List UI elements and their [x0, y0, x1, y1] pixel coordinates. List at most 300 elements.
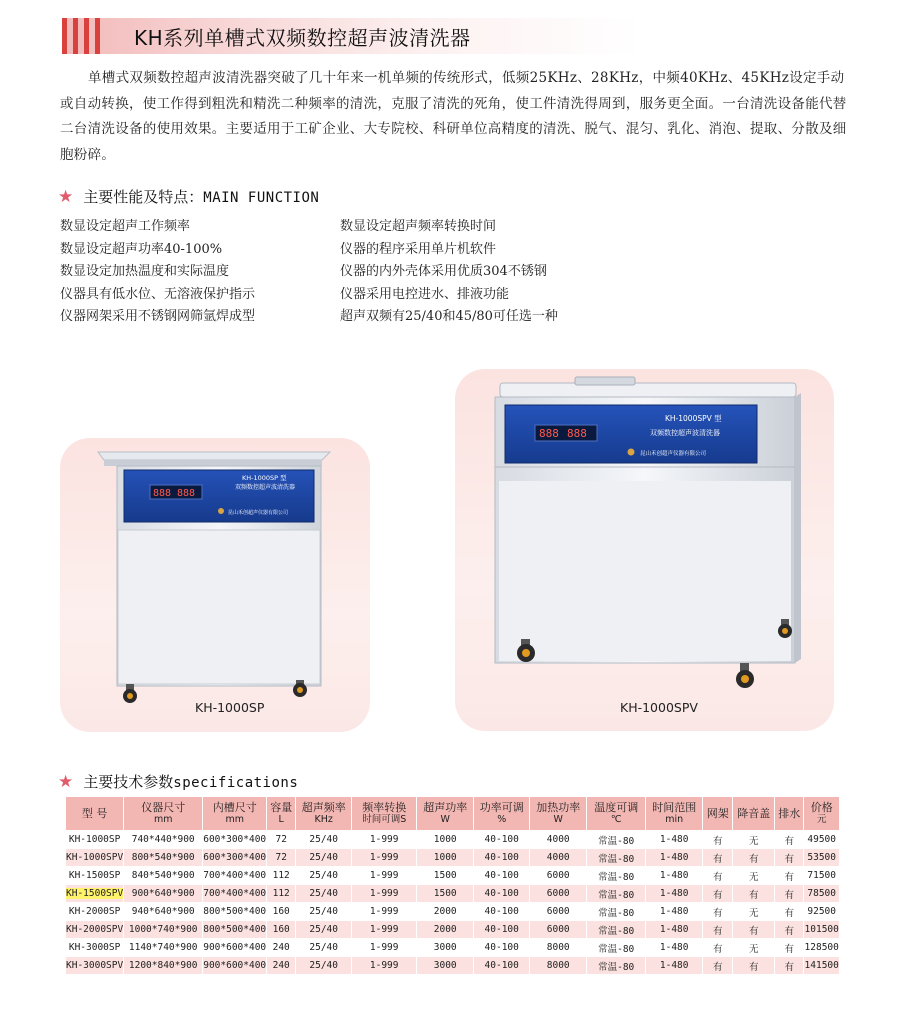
- table-header-cell: [646, 797, 703, 831]
- cell-value: 无: [748, 871, 759, 883]
- table-cell: [296, 831, 352, 849]
- table-cell: [804, 939, 840, 957]
- cell-value: 25/40: [309, 834, 338, 845]
- table-cell: [203, 957, 267, 975]
- page-title: KH系列单槽式双频数控超声波清洗器: [134, 26, 471, 50]
- table-cell: [124, 885, 203, 903]
- cell-value: 有: [712, 853, 723, 865]
- cell-value: 49500: [807, 834, 836, 845]
- product-card-right: [455, 369, 834, 731]
- header-unit: W: [553, 813, 563, 825]
- table-cell: [733, 831, 775, 849]
- table-header-row: [66, 797, 840, 831]
- cell-value: 2000: [433, 906, 457, 917]
- header-label: 容量: [270, 800, 293, 814]
- cell-value: 1000: [433, 852, 457, 863]
- cell-value: 4000: [546, 852, 570, 863]
- table-cell: [474, 849, 530, 867]
- table-cell: [66, 921, 124, 939]
- title-stripe: [73, 18, 78, 54]
- specs-table: [65, 796, 840, 975]
- table-cell: [587, 831, 646, 849]
- table-cell: [296, 921, 352, 939]
- cell-value: 940*640*900: [131, 906, 195, 917]
- table-cell: [352, 921, 417, 939]
- cell-value: 25/40: [309, 906, 338, 917]
- cell-value: KH-1000SPV: [66, 852, 124, 863]
- cell-value: 25/40: [309, 942, 338, 953]
- table-header-cell: [530, 797, 587, 831]
- table-cell: [203, 903, 267, 921]
- cell-value: 101500: [804, 924, 839, 935]
- table-cell: [646, 867, 703, 885]
- cell-value: 800*500*400: [203, 906, 267, 917]
- table-cell: [267, 903, 296, 921]
- title-stripe: [95, 18, 100, 54]
- feature-item: 超声双频有25/40和45/80可任选一种: [340, 309, 558, 325]
- table-cell: [352, 867, 417, 885]
- cell-value: 无: [748, 943, 759, 955]
- title-stripe: [84, 18, 89, 54]
- header-label: 仪器尺寸: [141, 800, 186, 814]
- table-cell: [703, 885, 733, 903]
- model-label-left: KH-1000SP: [195, 700, 265, 715]
- header-label: 温度可调: [594, 800, 639, 814]
- cell-value: 40-100: [484, 888, 519, 899]
- cell-value: 有: [784, 889, 794, 901]
- cell-value: 6000: [546, 888, 570, 899]
- cell-value: 1-999: [369, 852, 399, 863]
- model-label-right: KH-1000SPV: [620, 700, 698, 715]
- cell-value: 有: [712, 889, 723, 901]
- cell-value: 72: [275, 834, 287, 845]
- table-cell: [733, 939, 775, 957]
- feature-item: 仪器的内外壳体采用优质304不锈钢: [340, 264, 547, 280]
- cell-value: 40-100: [484, 942, 519, 953]
- table-cell: [474, 903, 530, 921]
- panel-model: KH-1000SPV 型: [665, 414, 722, 423]
- table-cell: [296, 939, 352, 957]
- cell-value: 600*300*400: [203, 852, 267, 863]
- table-cell: [530, 831, 587, 849]
- table-row: [66, 903, 840, 921]
- cell-value: 900*600*400: [203, 960, 267, 971]
- cell-value: 1-480: [659, 924, 689, 935]
- table-cell: [733, 867, 775, 885]
- table-header-cell: [587, 797, 646, 831]
- table-cell: [417, 957, 474, 975]
- feature-item: 数显设定加热温度和实际温度: [60, 264, 230, 280]
- cell-value: 无: [748, 907, 759, 919]
- table-cell: [775, 921, 804, 939]
- table-cell: [646, 939, 703, 957]
- specs-heading: [58, 771, 298, 792]
- table-cell: [804, 831, 840, 849]
- cell-value: 有: [784, 961, 794, 973]
- header-label: 时间范围: [652, 800, 697, 814]
- cell-value: 6000: [546, 906, 570, 917]
- table-cell: [703, 831, 733, 849]
- cell-value: 800*540*900: [131, 852, 195, 863]
- cell-value: 1-480: [659, 834, 689, 845]
- table-cell: [530, 921, 587, 939]
- cell-value: 1200*840*900: [128, 960, 198, 971]
- cell-value: 1140*740*900: [128, 942, 198, 953]
- table-row: [66, 957, 840, 975]
- cell-value: 160: [272, 924, 290, 935]
- cell-value: 1-480: [659, 870, 689, 881]
- table-row: [66, 921, 840, 939]
- cell-value: 700*400*400: [203, 870, 267, 881]
- table-row: [66, 849, 840, 867]
- cell-value: 40-100: [484, 852, 519, 863]
- cell-value: KH-3000SP: [68, 942, 121, 953]
- cell-value: 常温-80: [598, 925, 635, 937]
- cell-value: 160: [272, 906, 290, 917]
- product-card-left: [60, 438, 370, 732]
- table-cell: [775, 957, 804, 975]
- table-cell: [646, 831, 703, 849]
- cell-value: KH-2000SP: [68, 906, 121, 917]
- table-cell: [124, 903, 203, 921]
- features-title-cn: 主要性能及特点：: [83, 188, 204, 206]
- table-row: [66, 885, 840, 903]
- cell-value: 常温-80: [598, 943, 635, 955]
- cell-value: 2000: [433, 924, 457, 935]
- cell-value: 6000: [546, 870, 570, 881]
- panel-maker: 昆山禾创超声仪器有限公司: [640, 451, 707, 457]
- cell-value: 常温-80: [598, 889, 635, 901]
- cell-value: 700*400*400: [203, 888, 267, 899]
- cell-value: 600*300*400: [203, 834, 267, 845]
- panel-model: KH-1000SP 型: [242, 474, 287, 482]
- cell-value: 有: [748, 925, 759, 937]
- table-cell: [530, 849, 587, 867]
- table-cell: [804, 921, 840, 939]
- cell-value: 40-100: [484, 870, 519, 881]
- header-label: 加热功率: [536, 800, 581, 814]
- cell-value: 112: [272, 870, 290, 881]
- cell-value: 1-999: [369, 906, 399, 917]
- table-cell: [352, 957, 417, 975]
- table-cell: [804, 903, 840, 921]
- cell-value: 1-999: [369, 834, 399, 845]
- cell-value: 有: [712, 871, 723, 883]
- table-cell: [646, 921, 703, 939]
- table-header-cell: [474, 797, 530, 831]
- led-display: 888: [177, 488, 196, 499]
- specs-title-cn: 主要技术参数: [83, 773, 174, 791]
- table-cell: [124, 921, 203, 939]
- table-cell: [203, 921, 267, 939]
- table-cell: [587, 903, 646, 921]
- panel-maker: 昆山禾创超声仪器有限公司: [228, 510, 289, 516]
- table-cell: [474, 831, 530, 849]
- cell-value: 1500: [433, 870, 457, 881]
- table-header-cell: [203, 797, 267, 831]
- header-label: 内槽尺寸: [212, 800, 257, 814]
- cell-value: 25/40: [309, 960, 338, 971]
- product-image-kh-1000spv: [455, 369, 834, 731]
- cell-value: 有: [784, 871, 794, 883]
- cell-value: 240: [272, 960, 290, 971]
- table-cell: [417, 885, 474, 903]
- table-cell: [587, 939, 646, 957]
- features-list-right: [340, 216, 558, 329]
- table-cell: [66, 867, 124, 885]
- cell-value: 40-100: [484, 906, 519, 917]
- cell-value: 常温-80: [598, 907, 635, 919]
- header-unit: W: [440, 813, 450, 825]
- header-label: 超声功率: [423, 800, 468, 814]
- feature-item: 数显设定超声功率40-100%: [60, 241, 223, 257]
- table-cell: [66, 957, 124, 975]
- star-icon: ★: [58, 187, 74, 207]
- cell-value: 53500: [807, 852, 836, 863]
- table-cell: [267, 921, 296, 939]
- table-cell: [296, 885, 352, 903]
- header-unit: min: [665, 813, 684, 825]
- table-header-cell: [703, 797, 733, 831]
- table-cell: [66, 849, 124, 867]
- table-header-cell: [733, 797, 775, 831]
- cell-value: 3000: [433, 960, 457, 971]
- panel-name: 双频数控超声波清洗器: [650, 429, 720, 437]
- table-cell: [66, 831, 124, 849]
- cell-value: 1-999: [369, 888, 399, 899]
- cell-value: 1000: [433, 834, 457, 845]
- table-cell: [775, 903, 804, 921]
- cell-value: 无: [748, 835, 759, 847]
- header-label: 型 号: [81, 806, 108, 820]
- table-header-cell: [417, 797, 474, 831]
- intro-paragraph: 单槽式双频数控超声波清洗器突破了几十年来一机单频的传统形式，低频25KHz、28KHz，中频40KHz、45KHz设定手动或自动转换，使工作得到粗洗和精洗二种频率的清洗，克服了清洗的死角，使工件清洗得周到，服务更全面。一台清洗设备能代替二台清洗设备的使用效果。主要适用于工矿企业、大专院校、科研单位高精度的清洗、脱气、混匀、乳化、消泡、提取、分散及细胞粉碎。: [60, 70, 847, 163]
- panel-name: 双频数控超声波清洗器: [235, 484, 296, 491]
- cell-value: 有: [712, 835, 723, 847]
- cell-value: 有: [784, 925, 794, 937]
- table-cell: [124, 957, 203, 975]
- table-cell: [775, 867, 804, 885]
- cell-value: 40-100: [484, 960, 519, 971]
- cell-value: 1500: [433, 888, 457, 899]
- cell-value: 900*600*400: [203, 942, 267, 953]
- cell-value: 1-480: [659, 942, 689, 953]
- header-label: 网架: [706, 806, 729, 820]
- specs-title-en: specifications: [173, 775, 299, 791]
- cell-value: 25/40: [309, 924, 338, 935]
- cell-value: 240: [272, 942, 290, 953]
- table-cell: [530, 885, 587, 903]
- features-title-en: MAIN FUNCTION: [203, 190, 320, 206]
- table-cell: [804, 849, 840, 867]
- cell-value: 25/40: [309, 888, 338, 899]
- feature-item: 数显设定超声工作频率: [60, 219, 191, 234]
- product-image-kh-1000sp: [60, 438, 370, 732]
- table-cell: [203, 885, 267, 903]
- table-header-cell: [804, 797, 840, 831]
- header-label: 功率可调: [479, 800, 524, 814]
- header-unit: ℃: [610, 813, 622, 825]
- table-cell: [733, 921, 775, 939]
- cell-value: 3000: [433, 942, 457, 953]
- table-cell: [417, 921, 474, 939]
- table-cell: [474, 867, 530, 885]
- table-cell: [474, 885, 530, 903]
- table-cell: [66, 885, 124, 903]
- table-row: [66, 939, 840, 957]
- cell-value: 112: [272, 888, 290, 899]
- cell-value: 900*640*900: [131, 888, 195, 899]
- header-label: 降音盖: [737, 806, 771, 820]
- cell-value: 1-999: [369, 870, 399, 881]
- cell-value: 常温-80: [598, 835, 635, 847]
- table-cell: [203, 831, 267, 849]
- table-header-cell: [296, 797, 352, 831]
- cell-value: 6000: [546, 924, 570, 935]
- cell-value: 常温-80: [598, 853, 635, 865]
- table-cell: [267, 831, 296, 849]
- table-row: [66, 831, 840, 849]
- table-row: [66, 867, 840, 885]
- table-cell: [646, 957, 703, 975]
- cell-value: 40-100: [484, 834, 519, 845]
- table-cell: [646, 903, 703, 921]
- cell-value: 有: [712, 943, 723, 955]
- table-cell: [66, 903, 124, 921]
- table-cell: [733, 957, 775, 975]
- table-cell: [646, 849, 703, 867]
- table-cell: [733, 885, 775, 903]
- table-cell: [530, 867, 587, 885]
- table-cell: [703, 849, 733, 867]
- table-cell: [733, 903, 775, 921]
- header-unit: KHz: [314, 813, 333, 825]
- table-cell: [703, 903, 733, 921]
- table-cell: [804, 885, 840, 903]
- cell-value: 40-100: [484, 924, 519, 935]
- cell-value: 有: [784, 907, 794, 919]
- cell-value: 8000: [546, 960, 570, 971]
- feature-item: 数显设定超声频率转换时间: [340, 219, 497, 234]
- cell-value: KH-3000SPV: [66, 960, 124, 971]
- header-unit: 元: [816, 813, 827, 825]
- cell-value: KH-1500SPV: [66, 888, 124, 899]
- star-icon: ★: [58, 772, 74, 792]
- table-cell: [203, 849, 267, 867]
- feature-item: 仪器网架采用不锈钢网筛氩焊成型: [60, 309, 256, 325]
- cell-value: 常温-80: [598, 961, 635, 973]
- cell-value: 1-480: [659, 960, 689, 971]
- table-cell: [352, 885, 417, 903]
- table-cell: [775, 885, 804, 903]
- cell-value: 128500: [804, 942, 839, 953]
- feature-item: 仪器具有低水位、无溶液保护指示: [60, 286, 256, 302]
- cell-value: KH-1500SP: [68, 870, 121, 881]
- table-cell: [587, 885, 646, 903]
- table-cell: [203, 867, 267, 885]
- cell-value: 有: [712, 961, 723, 973]
- cell-value: 4000: [546, 834, 570, 845]
- header-unit: %: [497, 813, 507, 825]
- table-cell: [775, 939, 804, 957]
- table-cell: [124, 939, 203, 957]
- cell-value: 有: [748, 853, 759, 865]
- table-cell: [703, 939, 733, 957]
- led-display: 888: [539, 427, 559, 440]
- title-stripe: [62, 18, 67, 54]
- led-display: 888: [567, 427, 587, 440]
- table-cell: [587, 957, 646, 975]
- cell-value: 1-480: [659, 888, 689, 899]
- table-cell: [703, 957, 733, 975]
- header-unit: mm: [153, 813, 173, 825]
- table-cell: [124, 849, 203, 867]
- logo-icon: [628, 449, 635, 456]
- table-cell: [124, 831, 203, 849]
- header-label: 排水: [778, 806, 801, 820]
- table-cell: [267, 867, 296, 885]
- table-header-cell: [124, 797, 203, 831]
- cell-value: 有: [748, 961, 759, 973]
- table-cell: [66, 939, 124, 957]
- table-cell: [804, 957, 840, 975]
- cell-value: 72: [275, 852, 287, 863]
- cell-value: 1-480: [659, 906, 689, 917]
- features-list-left: [60, 216, 255, 329]
- header-unit: 时间可调S: [362, 813, 407, 825]
- table-cell: [530, 957, 587, 975]
- header-label: 价格: [810, 800, 833, 814]
- table-cell: [203, 939, 267, 957]
- table-cell: [296, 957, 352, 975]
- table-cell: [733, 849, 775, 867]
- table-cell: [474, 921, 530, 939]
- cell-value: 840*540*900: [131, 870, 195, 881]
- table-header-cell: [66, 797, 124, 831]
- cell-value: 1-480: [659, 852, 689, 863]
- table-cell: [417, 831, 474, 849]
- cell-value: 有: [748, 889, 759, 901]
- feature-item: 仪器采用电控进水、排液功能: [340, 286, 510, 302]
- table-cell: [267, 885, 296, 903]
- table-cell: [474, 957, 530, 975]
- table-cell: [804, 867, 840, 885]
- table-cell: [417, 867, 474, 885]
- cell-value: 141500: [804, 960, 839, 971]
- led-display: 888: [153, 488, 172, 499]
- table-cell: [703, 867, 733, 885]
- table-cell: [417, 903, 474, 921]
- cell-value: KH-2000SPV: [66, 924, 124, 935]
- table-cell: [124, 867, 203, 885]
- header-unit: mm: [225, 813, 244, 825]
- table-body: [66, 831, 840, 975]
- cell-value: 1-999: [369, 960, 399, 971]
- table-cell: [352, 831, 417, 849]
- cell-value: 有: [784, 853, 794, 865]
- cell-value: 92500: [807, 906, 836, 917]
- table-cell: [417, 849, 474, 867]
- table-cell: [417, 939, 474, 957]
- cell-value: 25/40: [309, 852, 338, 863]
- table-cell: [703, 921, 733, 939]
- cell-value: 800*500*400: [203, 924, 267, 935]
- cell-value: 1-999: [369, 924, 399, 935]
- table-cell: [646, 885, 703, 903]
- table-cell: [530, 939, 587, 957]
- table-cell: [775, 831, 804, 849]
- table-cell: [474, 939, 530, 957]
